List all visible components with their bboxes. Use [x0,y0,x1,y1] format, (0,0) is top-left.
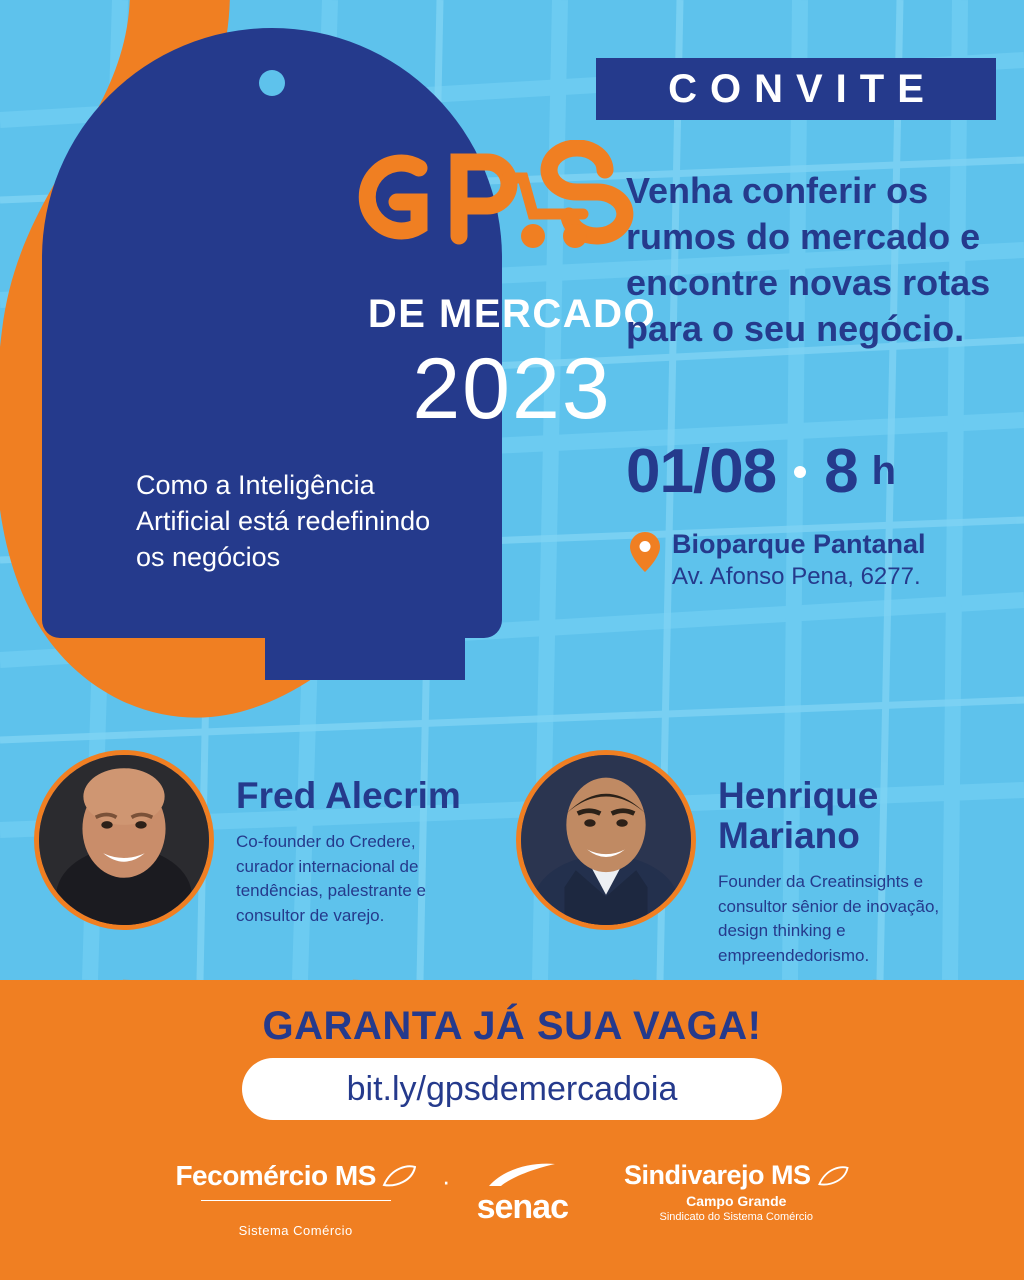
speaker-role: Founder da Creatinsights e consultor sênior de inovação, design thinking e empreendedorismo. [718,871,940,965]
poster-footer [0,980,1024,1280]
cta-headline: GARANTA JÁ SUA VAGA! [262,1004,762,1048]
speaker-avatar [516,750,696,930]
leaf-icon [817,1166,849,1186]
speakers-section [0,745,1024,980]
speaker-photo-fred [39,755,209,925]
logo-sindivarejo-sub2: Sindicato do Sistema Comércio [659,1211,813,1223]
senac-swoosh-icon [487,1162,557,1188]
logo-senac [477,1160,568,1227]
registration-link-text: bit.ly/gpsdemercadoia [346,1069,678,1108]
logo-divider [201,1200,391,1201]
logo-fecomercio-label: Fecomércio MS [175,1160,376,1191]
convite-label: CONVITE [668,66,937,111]
logo-senac-label: senac [476,1188,568,1226]
speaker-role: Co-founder do Credere, curador internacional de tendências, palestrante e consultor de varejo. [236,831,426,925]
event-date: 01/08 [626,437,777,506]
leaf-icon [382,1165,416,1187]
venue-address: Av. Afonso Pena, 6277. [672,563,921,591]
speaker-name: Henrique Mariano [718,775,879,856]
event-venue [630,528,926,592]
invite-lead-text: Venha conferir os rumos do mercado e encontre novas rotas para o seu negócio. [626,170,991,350]
speaker-card-fred-alecrim [34,750,476,930]
logo-sindivarejo-sub: Campo Grande [686,1193,787,1209]
logo-subtitle: DE MERCADO [367,292,657,336]
logo-fecomercio [175,1160,415,1238]
logo-fecomercio-tagline: Sistema Comércio [238,1223,353,1238]
dot-separator-icon [794,466,806,478]
speaker-name: Fred Alecrim [236,775,461,816]
event-time: 8 [824,437,858,506]
convite-banner [596,58,996,120]
sponsor-logos [0,1160,1024,1238]
speaker-avatar [34,750,214,930]
logo-separator: · [441,1166,451,1196]
logo-sindivarejo [624,1160,849,1223]
event-time-suffix: h [871,449,896,493]
logo-year: 2023 [412,341,612,437]
registration-link-button[interactable] [242,1058,782,1120]
event-datetime [626,436,895,507]
speaker-card-henrique-mariano [516,750,958,968]
logo-sindivarejo-label: Sindivarejo MS [623,1160,811,1190]
location-pin-icon [630,532,660,572]
venue-name: Bioparque Pantanal [672,529,926,559]
logo-description: Como a Inteligência Artificial está redefinindo os negócios [136,470,431,572]
speaker-photo-henrique [521,755,691,925]
tag-hole [259,70,285,96]
